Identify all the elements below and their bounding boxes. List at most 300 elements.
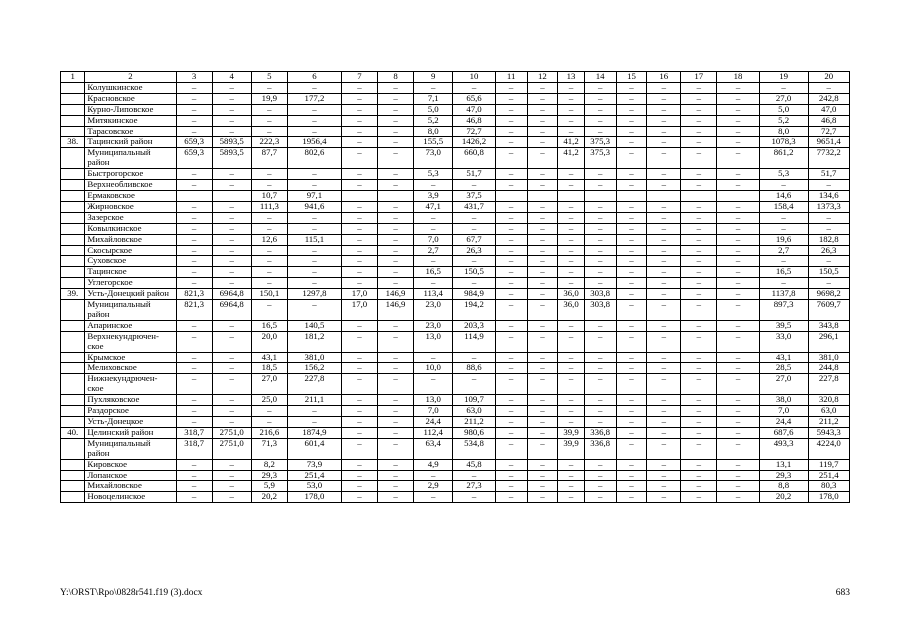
value-cell: – [717, 137, 759, 148]
value-cell: 9698,2 [808, 289, 850, 300]
value-cell: – [558, 245, 585, 256]
value-cell: 2,9 [414, 481, 453, 492]
header-cell: 19 [759, 72, 808, 83]
row-number-cell [61, 82, 85, 93]
table-row [61, 492, 850, 503]
value-cell: – [341, 352, 377, 363]
value-cell: – [527, 492, 558, 503]
value-cell: 73,9 [287, 459, 341, 470]
value-cell: – [616, 201, 647, 212]
value-cell: 8,2 [251, 459, 287, 470]
row-number-cell [61, 470, 85, 481]
value-cell: – [176, 104, 212, 115]
value-cell: – [584, 212, 616, 223]
value-cell: – [584, 492, 616, 503]
value-cell: – [212, 481, 251, 492]
value-cell: 7,0 [414, 234, 453, 245]
value-cell: – [495, 278, 527, 289]
value-cell: 146,9 [378, 300, 414, 321]
value-cell: – [453, 82, 495, 93]
value-cell: – [212, 395, 251, 406]
value-cell: – [176, 417, 212, 428]
value-cell: – [495, 93, 527, 104]
value-cell: – [681, 201, 717, 212]
value-cell: – [212, 212, 251, 223]
value-cell: 80,3 [808, 481, 850, 492]
value-cell: – [212, 169, 251, 180]
header-cell: 15 [616, 72, 647, 83]
value-cell: – [527, 148, 558, 169]
value-cell: – [616, 93, 647, 104]
value-cell: – [287, 278, 341, 289]
value-cell: – [212, 363, 251, 374]
value-cell: – [414, 223, 453, 234]
value-cell: 7,1 [414, 93, 453, 104]
value-cell: 5943,3 [808, 427, 850, 438]
value-cell: – [681, 481, 717, 492]
value-cell: – [647, 492, 681, 503]
value-cell: 47,1 [414, 201, 453, 212]
value-cell: – [584, 320, 616, 331]
value-cell: – [453, 492, 495, 503]
value-cell: – [681, 417, 717, 428]
value-cell: 10,7 [251, 190, 287, 201]
value-cell: – [527, 201, 558, 212]
value-cell: 13,0 [414, 395, 453, 406]
value-cell: – [378, 278, 414, 289]
value-cell: 659,3 [176, 148, 212, 169]
value-cell: – [558, 406, 585, 417]
value-cell: – [558, 93, 585, 104]
row-number-cell [61, 481, 85, 492]
value-cell: 41,2 [558, 137, 585, 148]
value-cell: – [341, 406, 377, 417]
value-cell: – [378, 406, 414, 417]
value-cell: 87,7 [251, 148, 287, 169]
value-cell: – [495, 417, 527, 428]
value-cell: – [378, 352, 414, 363]
value-cell: – [584, 256, 616, 267]
name-cell: Нижнекундрючен-ское [85, 374, 176, 395]
value-cell: – [414, 82, 453, 93]
row-number-cell [61, 320, 85, 331]
name-cell: Углегорское [85, 278, 176, 289]
header-cell: 6 [287, 72, 341, 83]
value-cell: – [558, 320, 585, 331]
table-row [61, 406, 850, 417]
value-cell: – [759, 223, 808, 234]
value-cell: – [453, 256, 495, 267]
value-cell: – [647, 289, 681, 300]
value-cell: – [414, 492, 453, 503]
value-cell [558, 190, 585, 201]
table-row [61, 180, 850, 191]
value-cell: 296,1 [808, 331, 850, 352]
value-cell: 242,8 [808, 93, 850, 104]
name-cell: Тацинский район [85, 137, 176, 148]
value-cell: 980,6 [453, 427, 495, 438]
value-cell: – [341, 148, 377, 169]
name-cell: Тарасовское [85, 126, 176, 137]
value-cell: – [251, 256, 287, 267]
value-cell: – [341, 438, 377, 459]
value-cell: – [759, 278, 808, 289]
value-cell: – [176, 470, 212, 481]
value-cell: 33,0 [759, 331, 808, 352]
value-cell: – [176, 406, 212, 417]
value-cell: – [616, 492, 647, 503]
value-cell: – [251, 417, 287, 428]
value-cell: – [558, 104, 585, 115]
value-cell: – [176, 331, 212, 352]
value-cell: 5,0 [759, 104, 808, 115]
value-cell: 20,0 [251, 331, 287, 352]
header-cell: 11 [495, 72, 527, 83]
value-cell: – [584, 115, 616, 126]
name-cell: Михайловское [85, 481, 176, 492]
value-cell: 23,0 [414, 320, 453, 331]
value-cell: – [647, 223, 681, 234]
value-cell: – [527, 289, 558, 300]
value-cell: 20,2 [251, 492, 287, 503]
value-cell: – [212, 374, 251, 395]
value-cell: 178,0 [287, 492, 341, 503]
value-cell: 941,6 [287, 201, 341, 212]
value-cell: 63,0 [808, 406, 850, 417]
header-cell: 3 [176, 72, 212, 83]
value-cell: – [176, 245, 212, 256]
value-cell [647, 190, 681, 201]
table-row [61, 148, 850, 169]
value-cell: 20,2 [759, 492, 808, 503]
value-cell: – [558, 278, 585, 289]
value-cell: – [341, 137, 377, 148]
value-cell: – [527, 93, 558, 104]
value-cell: – [616, 374, 647, 395]
value-cell: 150,1 [251, 289, 287, 300]
value-cell: 821,3 [176, 289, 212, 300]
value-cell: – [176, 278, 212, 289]
value-cell: – [495, 256, 527, 267]
value-cell: – [616, 406, 647, 417]
value-cell: – [717, 289, 759, 300]
value-cell: 181,2 [287, 331, 341, 352]
value-cell: – [341, 104, 377, 115]
value-cell: – [453, 212, 495, 223]
value-cell: – [584, 374, 616, 395]
value-cell: – [681, 126, 717, 137]
value-cell: – [378, 320, 414, 331]
value-cell: – [681, 352, 717, 363]
header-cell: 2 [85, 72, 176, 83]
value-cell: – [212, 256, 251, 267]
value-cell: – [616, 459, 647, 470]
value-cell: – [341, 245, 377, 256]
name-cell: Раздорское [85, 406, 176, 417]
value-cell: – [495, 352, 527, 363]
value-cell: 2751,0 [212, 427, 251, 438]
value-cell: – [616, 300, 647, 321]
value-cell: – [251, 104, 287, 115]
name-cell: Целинский район [85, 427, 176, 438]
value-cell: – [176, 267, 212, 278]
value-cell: – [681, 320, 717, 331]
value-cell: – [527, 363, 558, 374]
value-cell: – [378, 245, 414, 256]
value-cell: 5893,5 [212, 137, 251, 148]
value-cell: – [176, 223, 212, 234]
value-cell: – [681, 180, 717, 191]
value-cell: – [176, 212, 212, 223]
value-cell: 4224,0 [808, 438, 850, 459]
name-cell: Муниципальный район [85, 300, 176, 321]
value-cell: – [759, 256, 808, 267]
value-cell: 6964,8 [212, 289, 251, 300]
value-cell [176, 190, 212, 201]
value-cell: – [584, 331, 616, 352]
value-cell: – [681, 223, 717, 234]
value-cell: 41,2 [558, 148, 585, 169]
value-cell: 244,8 [808, 363, 850, 374]
value-cell: – [176, 320, 212, 331]
value-cell: – [717, 169, 759, 180]
name-cell: Суховское [85, 256, 176, 267]
value-cell: 72,7 [453, 126, 495, 137]
value-cell: – [558, 223, 585, 234]
value-cell: – [251, 180, 287, 191]
value-cell: – [616, 212, 647, 223]
value-cell: 38,0 [759, 395, 808, 406]
value-cell: – [341, 417, 377, 428]
value-cell: 47,0 [453, 104, 495, 115]
value-cell: 140,5 [287, 320, 341, 331]
value-cell: 111,3 [251, 201, 287, 212]
value-cell: – [647, 320, 681, 331]
value-cell: – [647, 267, 681, 278]
value-cell: – [212, 115, 251, 126]
value-cell: – [495, 395, 527, 406]
value-cell: – [251, 223, 287, 234]
value-cell: 112,4 [414, 427, 453, 438]
value-cell: – [176, 492, 212, 503]
value-cell: – [647, 352, 681, 363]
table-row [61, 363, 850, 374]
value-cell: – [212, 406, 251, 417]
value-cell: 51,7 [808, 169, 850, 180]
value-cell: 336,8 [584, 438, 616, 459]
value-cell: – [717, 126, 759, 137]
name-cell: Ермаковское [85, 190, 176, 201]
header-cell: 17 [681, 72, 717, 83]
value-cell: 318,7 [176, 438, 212, 459]
value-cell: 12,6 [251, 234, 287, 245]
value-cell: 303,8 [584, 289, 616, 300]
value-cell: – [616, 267, 647, 278]
value-cell: – [378, 104, 414, 115]
value-cell: – [287, 256, 341, 267]
value-cell: 5893,5 [212, 148, 251, 169]
value-cell: – [647, 180, 681, 191]
value-cell: – [527, 137, 558, 148]
value-cell: – [341, 331, 377, 352]
value-cell: – [558, 126, 585, 137]
value-cell: – [341, 459, 377, 470]
value-cell: – [287, 104, 341, 115]
value-cell: 18,5 [251, 363, 287, 374]
value-cell: – [616, 278, 647, 289]
value-cell: 2,7 [759, 245, 808, 256]
row-number-cell [61, 104, 85, 115]
value-cell: – [414, 352, 453, 363]
value-cell: – [495, 331, 527, 352]
value-cell: – [414, 256, 453, 267]
value-cell: 134,6 [808, 190, 850, 201]
value-cell: 113,4 [414, 289, 453, 300]
value-cell: – [616, 169, 647, 180]
value-cell: 534,8 [453, 438, 495, 459]
table-row [61, 169, 850, 180]
value-cell: – [212, 223, 251, 234]
value-cell: – [616, 427, 647, 438]
value-cell: – [378, 223, 414, 234]
value-cell: – [287, 300, 341, 321]
value-cell: – [717, 406, 759, 417]
name-cell: Жирновское [85, 201, 176, 212]
value-cell: – [808, 180, 850, 191]
value-cell: – [212, 417, 251, 428]
table-row [61, 190, 850, 201]
value-cell: – [341, 470, 377, 481]
row-number-cell [61, 395, 85, 406]
row-number-cell [61, 201, 85, 212]
row-number-cell [61, 363, 85, 374]
value-cell: – [584, 395, 616, 406]
row-number-cell [61, 406, 85, 417]
value-cell: – [378, 492, 414, 503]
value-cell: 6964,8 [212, 300, 251, 321]
table-row [61, 481, 850, 492]
value-cell: – [584, 363, 616, 374]
value-cell: – [717, 267, 759, 278]
table-row [61, 223, 850, 234]
value-cell: – [341, 278, 377, 289]
value-cell: – [176, 395, 212, 406]
value-cell: – [616, 331, 647, 352]
value-cell: – [495, 223, 527, 234]
value-cell: 19,9 [251, 93, 287, 104]
value-cell: – [527, 256, 558, 267]
value-cell: 146,9 [378, 289, 414, 300]
value-cell: – [717, 438, 759, 459]
value-cell: – [717, 320, 759, 331]
value-cell: – [453, 223, 495, 234]
value-cell: 320,8 [808, 395, 850, 406]
value-cell: – [527, 459, 558, 470]
value-cell: 5,3 [759, 169, 808, 180]
value-cell: – [176, 374, 212, 395]
value-cell: – [558, 417, 585, 428]
value-cell: – [495, 126, 527, 137]
value-cell: 7,0 [414, 406, 453, 417]
value-cell: – [251, 406, 287, 417]
value-cell: 687,6 [759, 427, 808, 438]
value-cell: – [808, 256, 850, 267]
value-cell: – [759, 82, 808, 93]
value-cell: – [681, 438, 717, 459]
name-cell: Новоцелинское [85, 492, 176, 503]
value-cell: – [616, 223, 647, 234]
value-cell: 178,0 [808, 492, 850, 503]
value-cell: – [378, 256, 414, 267]
value-cell: 9651,4 [808, 137, 850, 148]
value-cell: – [717, 352, 759, 363]
value-cell: 16,5 [251, 320, 287, 331]
value-cell: – [681, 492, 717, 503]
row-number-cell [61, 459, 85, 470]
value-cell: – [341, 201, 377, 212]
value-cell: – [378, 427, 414, 438]
value-cell: 43,1 [251, 352, 287, 363]
value-cell: – [378, 417, 414, 428]
value-cell: – [378, 82, 414, 93]
value-cell: – [212, 331, 251, 352]
value-cell: – [647, 93, 681, 104]
value-cell: – [251, 126, 287, 137]
value-cell: – [527, 427, 558, 438]
value-cell: – [681, 256, 717, 267]
value-cell: 1297,8 [287, 289, 341, 300]
value-cell: 2751,0 [212, 438, 251, 459]
value-cell: – [287, 169, 341, 180]
value-cell: 39,9 [558, 438, 585, 459]
value-cell: – [414, 212, 453, 223]
name-cell: Муниципальный район [85, 438, 176, 459]
value-cell: – [378, 331, 414, 352]
value-cell: – [527, 180, 558, 191]
value-cell: – [616, 395, 647, 406]
name-cell: Зазерское [85, 212, 176, 223]
value-cell: – [616, 417, 647, 428]
value-cell: – [527, 223, 558, 234]
table-row [61, 212, 850, 223]
value-cell: 1874,9 [287, 427, 341, 438]
value-cell: – [527, 82, 558, 93]
value-cell: 861,2 [759, 148, 808, 169]
value-cell: – [495, 148, 527, 169]
value-cell: – [212, 104, 251, 115]
table-row [61, 470, 850, 481]
value-cell: – [251, 245, 287, 256]
value-cell: – [584, 406, 616, 417]
value-cell: – [212, 352, 251, 363]
value-cell: – [414, 374, 453, 395]
value-cell: – [378, 201, 414, 212]
value-cell: – [495, 481, 527, 492]
value-cell: – [717, 459, 759, 470]
value-cell: – [341, 223, 377, 234]
table-row [61, 137, 850, 148]
value-cell: 381,0 [287, 352, 341, 363]
value-cell: 3,9 [414, 190, 453, 201]
value-cell: – [341, 256, 377, 267]
value-cell: – [527, 331, 558, 352]
value-cell: – [378, 212, 414, 223]
value-cell: – [584, 126, 616, 137]
table-row [61, 438, 850, 459]
value-cell: – [287, 212, 341, 223]
value-cell: 27,0 [759, 374, 808, 395]
value-cell: – [212, 459, 251, 470]
